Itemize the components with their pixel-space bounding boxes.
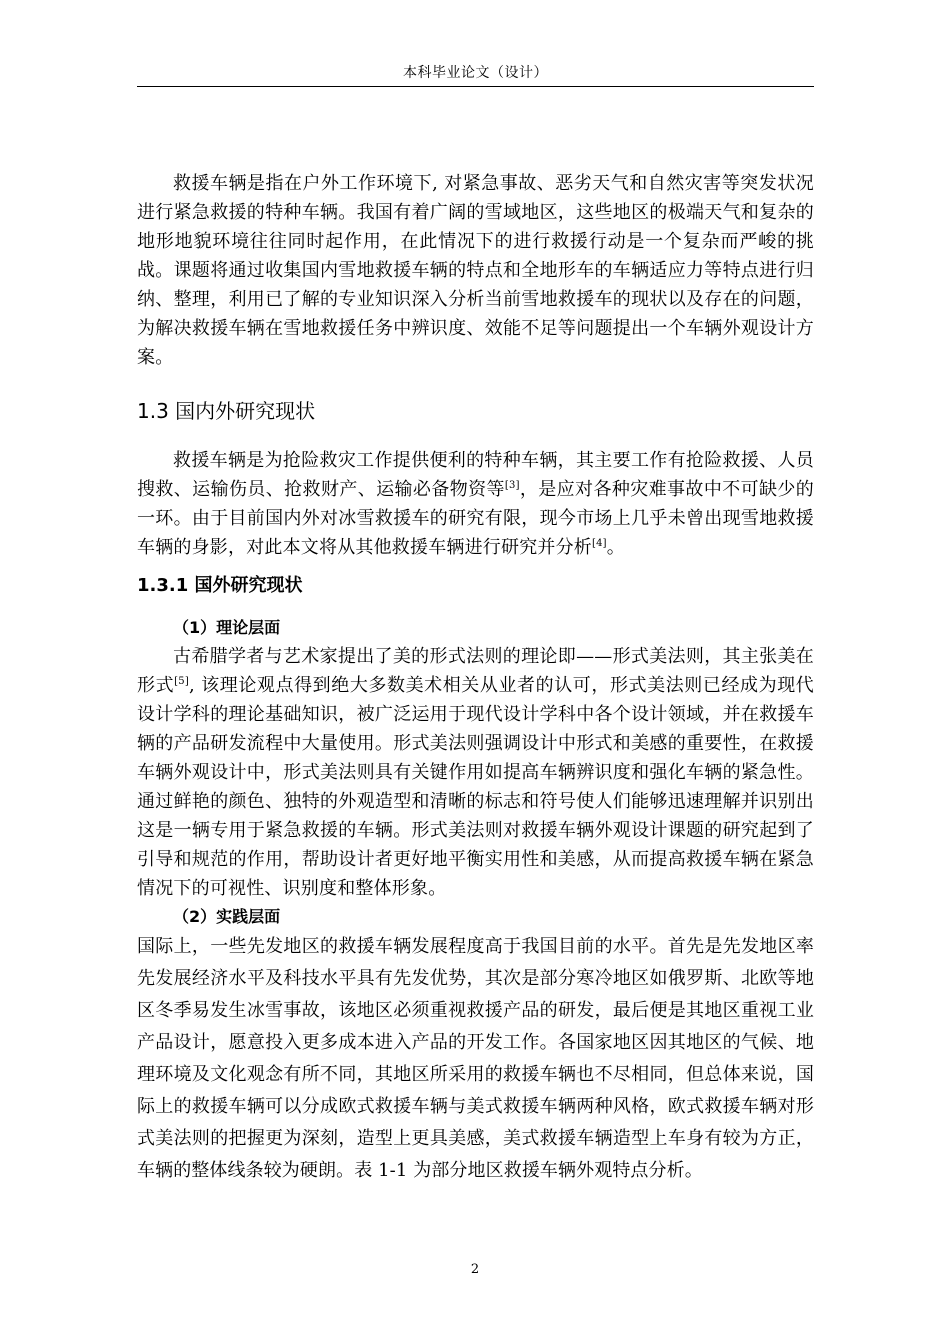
document-body bbox=[137, 169, 814, 1187]
section-1-3-text-part2: ，是应对各种灾难事故中不可缺少的一环。由于目前国内外对冰雪救援车的研究有限，现今市场上几乎未曾出现雪地救援车辆的身影，对此本文将从其他救援车辆进行研究并分析 bbox=[137, 479, 814, 558]
section-1-3-text-part3: 。 bbox=[606, 537, 625, 558]
citation-3: [3] bbox=[504, 480, 520, 491]
page-number: 2 bbox=[470, 1262, 480, 1277]
item-heading-practice: （2）实践层面 bbox=[173, 907, 281, 926]
citation-4: [4] bbox=[592, 538, 607, 549]
section-1-3-text-part1: 救援车辆是为抢险救灾工作提供便利的特种车辆，其主要工作有抢险救援、人员搜救、运输伤员、抢救财产、运输必备物资等 bbox=[137, 450, 814, 500]
theory-paragraph bbox=[137, 642, 814, 903]
section-heading-1-3-1: 1.3.1 国外研究现状 bbox=[137, 575, 303, 596]
practice-paragraph: 国际上，一些先发地区的救援车辆发展程度高于我国目前的水平。首先是先发地区率先发展经济水平及科技水平具有先发优势，其次是部分寒冷地区如俄罗斯、北欧等地区冬季易发生冰雪事故，该地区必须重视救援产品的研发，最后便是其地区重视工业产品设计，愿意投入更多成本进入产品的开发工作。各国家地区因其地区的气候、地理环境及文化观念有所不同，其地区所采用的救援车辆也不尽相同，但总体来说，国际上的救援车辆可以分成欧式救援车辆与美式救援车辆两种风格，欧式救援车辆对形式美法则的把握更为深刻，造型上更具美感，美式救援车辆造型上车身有较为方正，车辆的整体线条较为硬朗。表 1-1 为部分地区救援车辆外观特点分析。 bbox=[137, 936, 814, 1181]
citation-5: [5] bbox=[174, 676, 189, 687]
intro-paragraph: 救援车辆是指在户外工作环境下, 对紧急事故、恶劣天气和自然灾害等突发状况进行紧急救援的特种车辆。我国有着广阔的雪域地区，这些地区的极端天气和复杂的地形地貌环境往往同时起作用，在此情况下的进行救援行动是一个复杂而严峻的挑战。课题将通过收集国内雪地救援车辆的特点和全地形车的车辆适应力等特点进行归纳、整理，利用已了解的专业知识深入分析当前雪地救援车的现状以及存在的问题，为解决救援车辆在雪地救援任务中辨识度、效能不足等问题提出一个车辆外观设计方案。 bbox=[137, 173, 814, 368]
page-header bbox=[137, 62, 814, 87]
section-heading-1-3: 1.3 国内外研究现状 bbox=[137, 399, 316, 423]
theory-text-part1: 古希腊学者与艺术家提出了美的形式法则的理论即——形式美法则，其主张美在形式 bbox=[137, 646, 814, 696]
item-heading-theory: （1）理论层面 bbox=[173, 618, 281, 637]
header-title: 本科毕业论文（设计） bbox=[403, 65, 548, 81]
section-1-3-paragraph bbox=[137, 446, 814, 562]
theory-text-part2: , 该理论观点得到绝大多数美术相关从业者的认可，形式美法则已经成为现代设计学科的理论基础知识，被广泛运用于现代设计学科中各个设计领域，并在救援车辆的产品研发流程中大量使用。形式美法则强调设计中形式和美感的重要性，在救援车辆外观设计中，形式美法则具有关键作用如提高车辆辨识度和强化车辆的紧急性。通过鲜艳的颜色、独特的外观造型和清晰的标志和符号使人们能够迅速理解并识别出这是一辆专用于紧急救援的车辆。形式美法则对救援车辆外观设计课题的研究起到了引导和规范的作用，帮助设计者更好地平衡实用性和美感，从而提高救援车辆在紧急情况下的可视性、识别度和整体形象。 bbox=[137, 675, 814, 899]
